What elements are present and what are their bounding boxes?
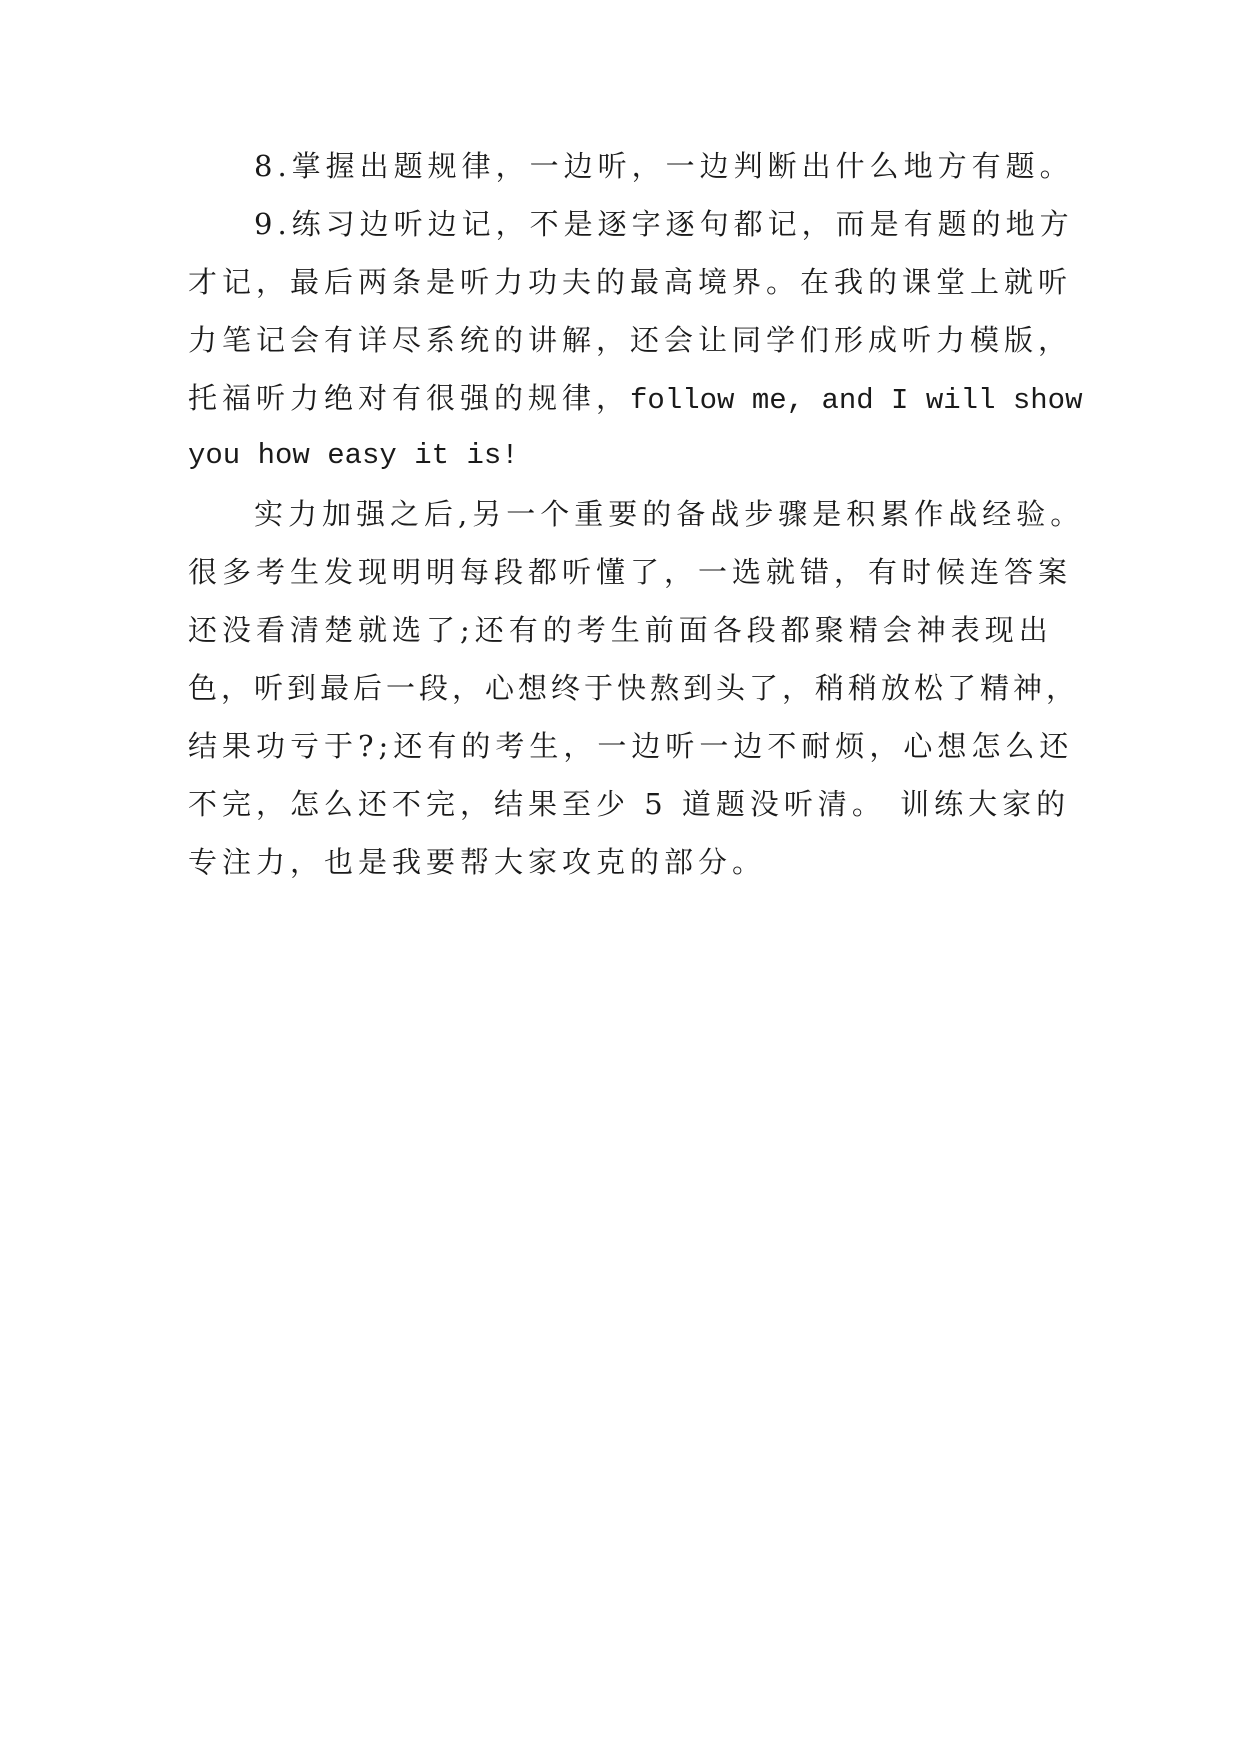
text-line-6: you how easy it is! [188, 439, 519, 472]
text-line-5-latin: follow me, and I will show [630, 384, 1083, 417]
text-line-8: 很多考生发现明明每段都听懂了，一选就错，有时候连答案 [188, 555, 1073, 589]
text-line-7: 实力加强之后,另一个重要的备战步骤是积累作战经验。 [254, 497, 1085, 531]
text-line-2: 9.练习边听边记，不是逐字逐句都记，而是有题的地方 [254, 207, 1074, 241]
text-line-5 [188, 380, 1083, 419]
text-line-9: 还没看清楚就选了;还有的考生前面各段都聚精会神表现出 [188, 613, 1053, 647]
text-line-3: 才记，最后两条是听力功夫的最高境界。在我的课堂上就听 [188, 265, 1073, 299]
text-line-10: 色，听到最后一段，心想终于快熬到头了，稍稍放松了精神， [188, 671, 1080, 705]
text-line-11: 结果功亏于?;还有的考生，一边听一边不耐烦，心想怎么还 [188, 729, 1074, 763]
text-line-12: 不完，怎么还不完，结果至少 5 道题没听清。 训练大家的 [188, 787, 1071, 821]
text-line-5-cjk: 托福听力绝对有很强的规律， [188, 381, 631, 415]
text-line-4: 力笔记会有详尽系统的讲解，还会让同学们形成听力模版， [188, 323, 1073, 357]
text-line-13: 专注力，也是我要帮大家攻克的部分。 [188, 845, 767, 879]
text-line-1: 8.掌握出题规律，一边听，一边判断出什么地方有题。 [254, 149, 1074, 183]
